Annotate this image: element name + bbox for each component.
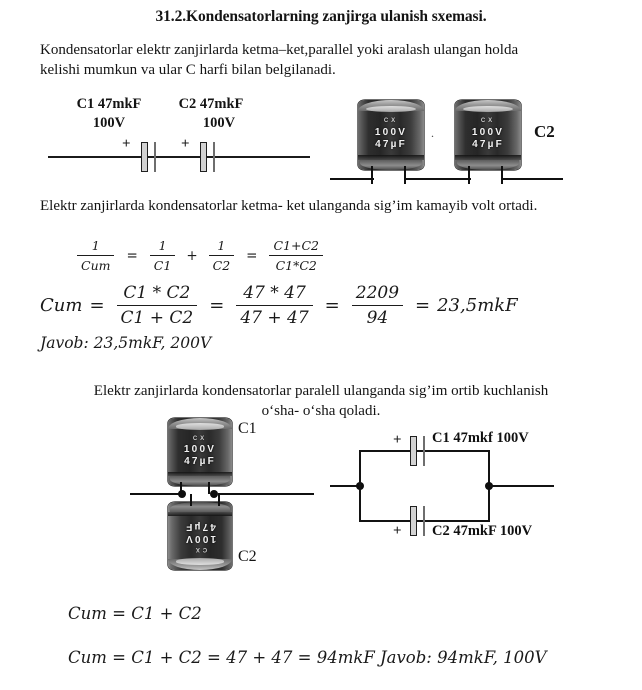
parallel-top-right-wire: [422, 450, 490, 452]
series-capacitor-photo-group: [330, 96, 630, 186]
parallel-left-bus: [359, 450, 361, 522]
numerator: 47 * 47: [243, 283, 306, 303]
series-cum-equation: [40, 283, 518, 328]
denominator: C1 + C2: [120, 308, 194, 329]
capacitor-plate-negative: [213, 142, 215, 172]
capacitor-mark-text: CX: [383, 118, 399, 125]
fraction-bar: [150, 255, 176, 256]
capacitor-lead-left: [371, 166, 373, 184]
capacitor-voltage-text: 100V: [374, 126, 408, 138]
capacitor-body: [168, 502, 232, 570]
series-reciprocal-equation: [72, 238, 328, 273]
capacitor-voltage-text: 100V: [183, 533, 217, 545]
numerator: 1: [91, 238, 100, 253]
parallel-schematic: [330, 428, 630, 546]
capacitor-top-highlight: [176, 558, 225, 564]
equals-sign-1: =: [126, 247, 138, 264]
series-cap1-label-line2: 100V: [92, 115, 126, 131]
parallel-cap1-label: C1 47mkf 100V: [432, 430, 529, 446]
series-wire: [48, 156, 310, 158]
fraction-bar: [236, 305, 312, 306]
fraction-1-over-c1: [150, 238, 176, 273]
capacitor-voltage-text: 100V: [183, 443, 217, 455]
photo-capacitor-c2: [168, 502, 232, 570]
capacitor-body: [455, 100, 521, 170]
parallel-answer: Javob: 94mkF, 100V: [380, 648, 547, 667]
fraction-sum-over-product: [269, 238, 323, 273]
series-photo-wire-left: [330, 178, 374, 180]
parallel-formula: Cum = C1 + C2: [68, 604, 202, 623]
parallel-description-line-2: o‘sha- o‘sha qoladi.: [261, 403, 381, 419]
series-photo-wire-right: [501, 178, 563, 180]
parallel-output-wire: [490, 485, 554, 487]
capacitor-mark-text: CX: [480, 118, 496, 125]
capacitor-capacitance-text: 47µF: [184, 456, 216, 468]
parallel-photo-wire-right: [218, 493, 314, 495]
series-photo-c2-label: C2: [534, 122, 555, 141]
equals-sign-3: =: [324, 295, 340, 317]
parallel-capacitor-symbol-2: [407, 506, 429, 536]
capacitor-groove: [168, 512, 232, 517]
parallel-bottom-right-wire: [422, 520, 490, 522]
fraction-numeric: [236, 283, 312, 328]
equals-sign-4: =: [415, 295, 431, 317]
numerator: C1+C2: [273, 238, 319, 253]
cum-symbol: Cum: [40, 295, 83, 317]
series-schematic: [48, 96, 310, 182]
capacitor-base: [457, 160, 519, 170]
junction-node-left: [178, 490, 186, 498]
fraction-bar: [77, 255, 114, 256]
series-photo-wire-middle: [404, 178, 471, 180]
capacitor-plate-positive: [410, 506, 417, 536]
denominator: 47 + 47: [240, 308, 309, 329]
capacitor-top-highlight: [176, 423, 225, 429]
capacitor-mark-text: CX: [192, 546, 208, 553]
capacitor-lead-right: [501, 166, 503, 184]
parallel-capacitor-photo-group: [130, 418, 320, 578]
denominator: C1: [153, 258, 172, 274]
series-cap1-plus: +: [122, 136, 131, 152]
capacitor-plate-negative: [423, 506, 425, 536]
parallel-capacitor-symbol-1: [407, 436, 429, 466]
series-answer: Javob: 23,5mkF, 200V: [40, 334, 212, 352]
capacitor-plate-positive: [200, 142, 207, 172]
capacitor-lead-left: [468, 166, 470, 184]
fraction-bar: [209, 255, 235, 256]
fraction-1-over-c2: [209, 238, 235, 273]
fraction-1-over-cum: [77, 238, 114, 273]
capacitor-plate-positive: [141, 142, 148, 172]
photo-capacitor-2: [455, 100, 521, 170]
capacitor-capacitance-text: 47µF: [184, 520, 216, 532]
capacitor-body: [168, 418, 232, 486]
series-result-value: 23,5mkF: [437, 295, 518, 317]
photo-separator-dot: .: [431, 126, 434, 140]
intro-line-2: kelishi mumkun va ular C harfi bilan belgilanadi.: [40, 62, 336, 78]
series-description: Elektr zanjirlarda kondensatorlar ketma- ket ulanganda sig’im kamayib volt ortadi.: [40, 198, 538, 214]
equals-sign-2: =: [246, 247, 258, 264]
capacitor-voltage-text: 100V: [471, 126, 505, 138]
intro-paragraph: [40, 40, 602, 80]
parallel-description: [60, 381, 582, 421]
numerator: 1: [217, 238, 226, 253]
series-cap2-plus: +: [181, 136, 190, 152]
parallel-cap2-label: C2 47mkF 100V: [432, 523, 533, 539]
capacitor-base: [170, 476, 230, 486]
numerator: 1: [158, 238, 167, 253]
numerator: 2209: [355, 283, 400, 303]
capacitor-lead-right: [190, 494, 192, 506]
parallel-photo-c1-label: C1: [238, 420, 257, 437]
series-cap1-label-line1: C1 47mkF: [76, 96, 142, 112]
series-capacitor-symbol-1: [138, 142, 160, 172]
parallel-calculation: Cum = C1 + C2 = 47 + 47 = 94mkF: [68, 648, 375, 667]
capacitor-lead-left: [218, 494, 220, 506]
denominator: C2: [212, 258, 231, 274]
photo-capacitor-c1: [168, 418, 232, 486]
junction-node-right: [210, 490, 218, 498]
fraction-bar: [269, 255, 323, 256]
capacitor-lead-right: [404, 166, 406, 184]
capacitor-top-highlight: [463, 106, 513, 112]
series-cap2-label-line1: C2 47mkF: [178, 96, 244, 112]
equals-sign-2: =: [209, 295, 225, 317]
fraction-bar: [352, 305, 403, 306]
capacitor-plate-negative: [154, 142, 156, 172]
capacitor-body: [358, 100, 424, 170]
capacitor-base: [360, 160, 422, 170]
equals-sign-1: =: [89, 295, 105, 317]
parallel-photo-wire-left: [130, 493, 182, 495]
capacitor-plate-positive: [410, 436, 417, 466]
capacitor-plate-negative: [423, 436, 425, 466]
fraction-bar: [117, 305, 198, 306]
plus-sign: +: [186, 247, 198, 264]
denominator: 94: [366, 308, 389, 329]
parallel-cap1-plus: +: [393, 432, 402, 448]
capacitor-top-highlight: [366, 106, 416, 112]
denominator: Cum: [81, 258, 111, 274]
capacitor-capacitance-text: 47µF: [375, 139, 407, 151]
capacitor-base: [170, 502, 230, 512]
photo-capacitor-1: [358, 100, 424, 170]
capacitor-mark-text: CX: [192, 435, 208, 442]
page-title: 31.2.Kondensatorlarning zanjirga ulanish sxemasi.: [155, 8, 487, 25]
series-capacitor-symbol-2: [197, 142, 219, 172]
intro-line-1: Kondensatorlar elektr zanjirlarda ketma–ket,parallel yoki aralash ulangan holda: [40, 42, 519, 58]
denominator: C1*C2: [275, 258, 317, 274]
capacitor-capacitance-text: 47µF: [472, 139, 504, 151]
fraction-symbolic: [117, 283, 198, 328]
fraction-reduced: [352, 283, 403, 328]
parallel-photo-c2-label: C2: [238, 548, 257, 565]
parallel-description-line-1: Elektr zanjirlarda kondensatorlar paralell ulanganda sig’im ortib kuchlanish: [93, 383, 549, 399]
series-cap2-label-line2: 100V: [202, 115, 236, 131]
numerator: C1 * C2: [123, 283, 191, 303]
parallel-cap2-plus: +: [393, 523, 402, 539]
